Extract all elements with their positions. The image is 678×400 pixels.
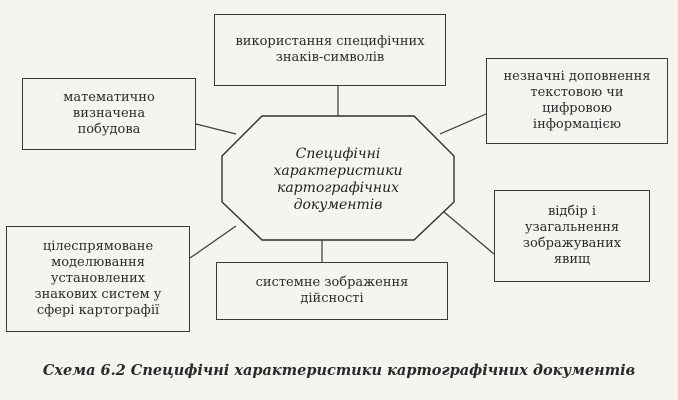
center-label: Специфічні характеристики картографічних документів — [273, 146, 403, 213]
node-top: використання специфічних знаків-символів — [214, 14, 446, 86]
node-left-bottom: цілеспрямоване моделювання установлених знакових систем у сфері картографії — [6, 226, 190, 332]
node-right-top: незначні доповнення текстовою чи цифровою інформацією — [486, 58, 668, 144]
node-right-bottom: відбір і узагальнення зображуваних явищ — [494, 190, 650, 282]
connector-right-bottom — [444, 212, 494, 254]
node-bottom: системне зображення дійсності — [216, 262, 448, 320]
node-left-top: математично визначена побудова — [22, 78, 196, 150]
figure-caption: Схема 6.2 Специфічні характеристики картографічних документів — [42, 362, 636, 379]
connector-left-bottom — [190, 226, 236, 258]
